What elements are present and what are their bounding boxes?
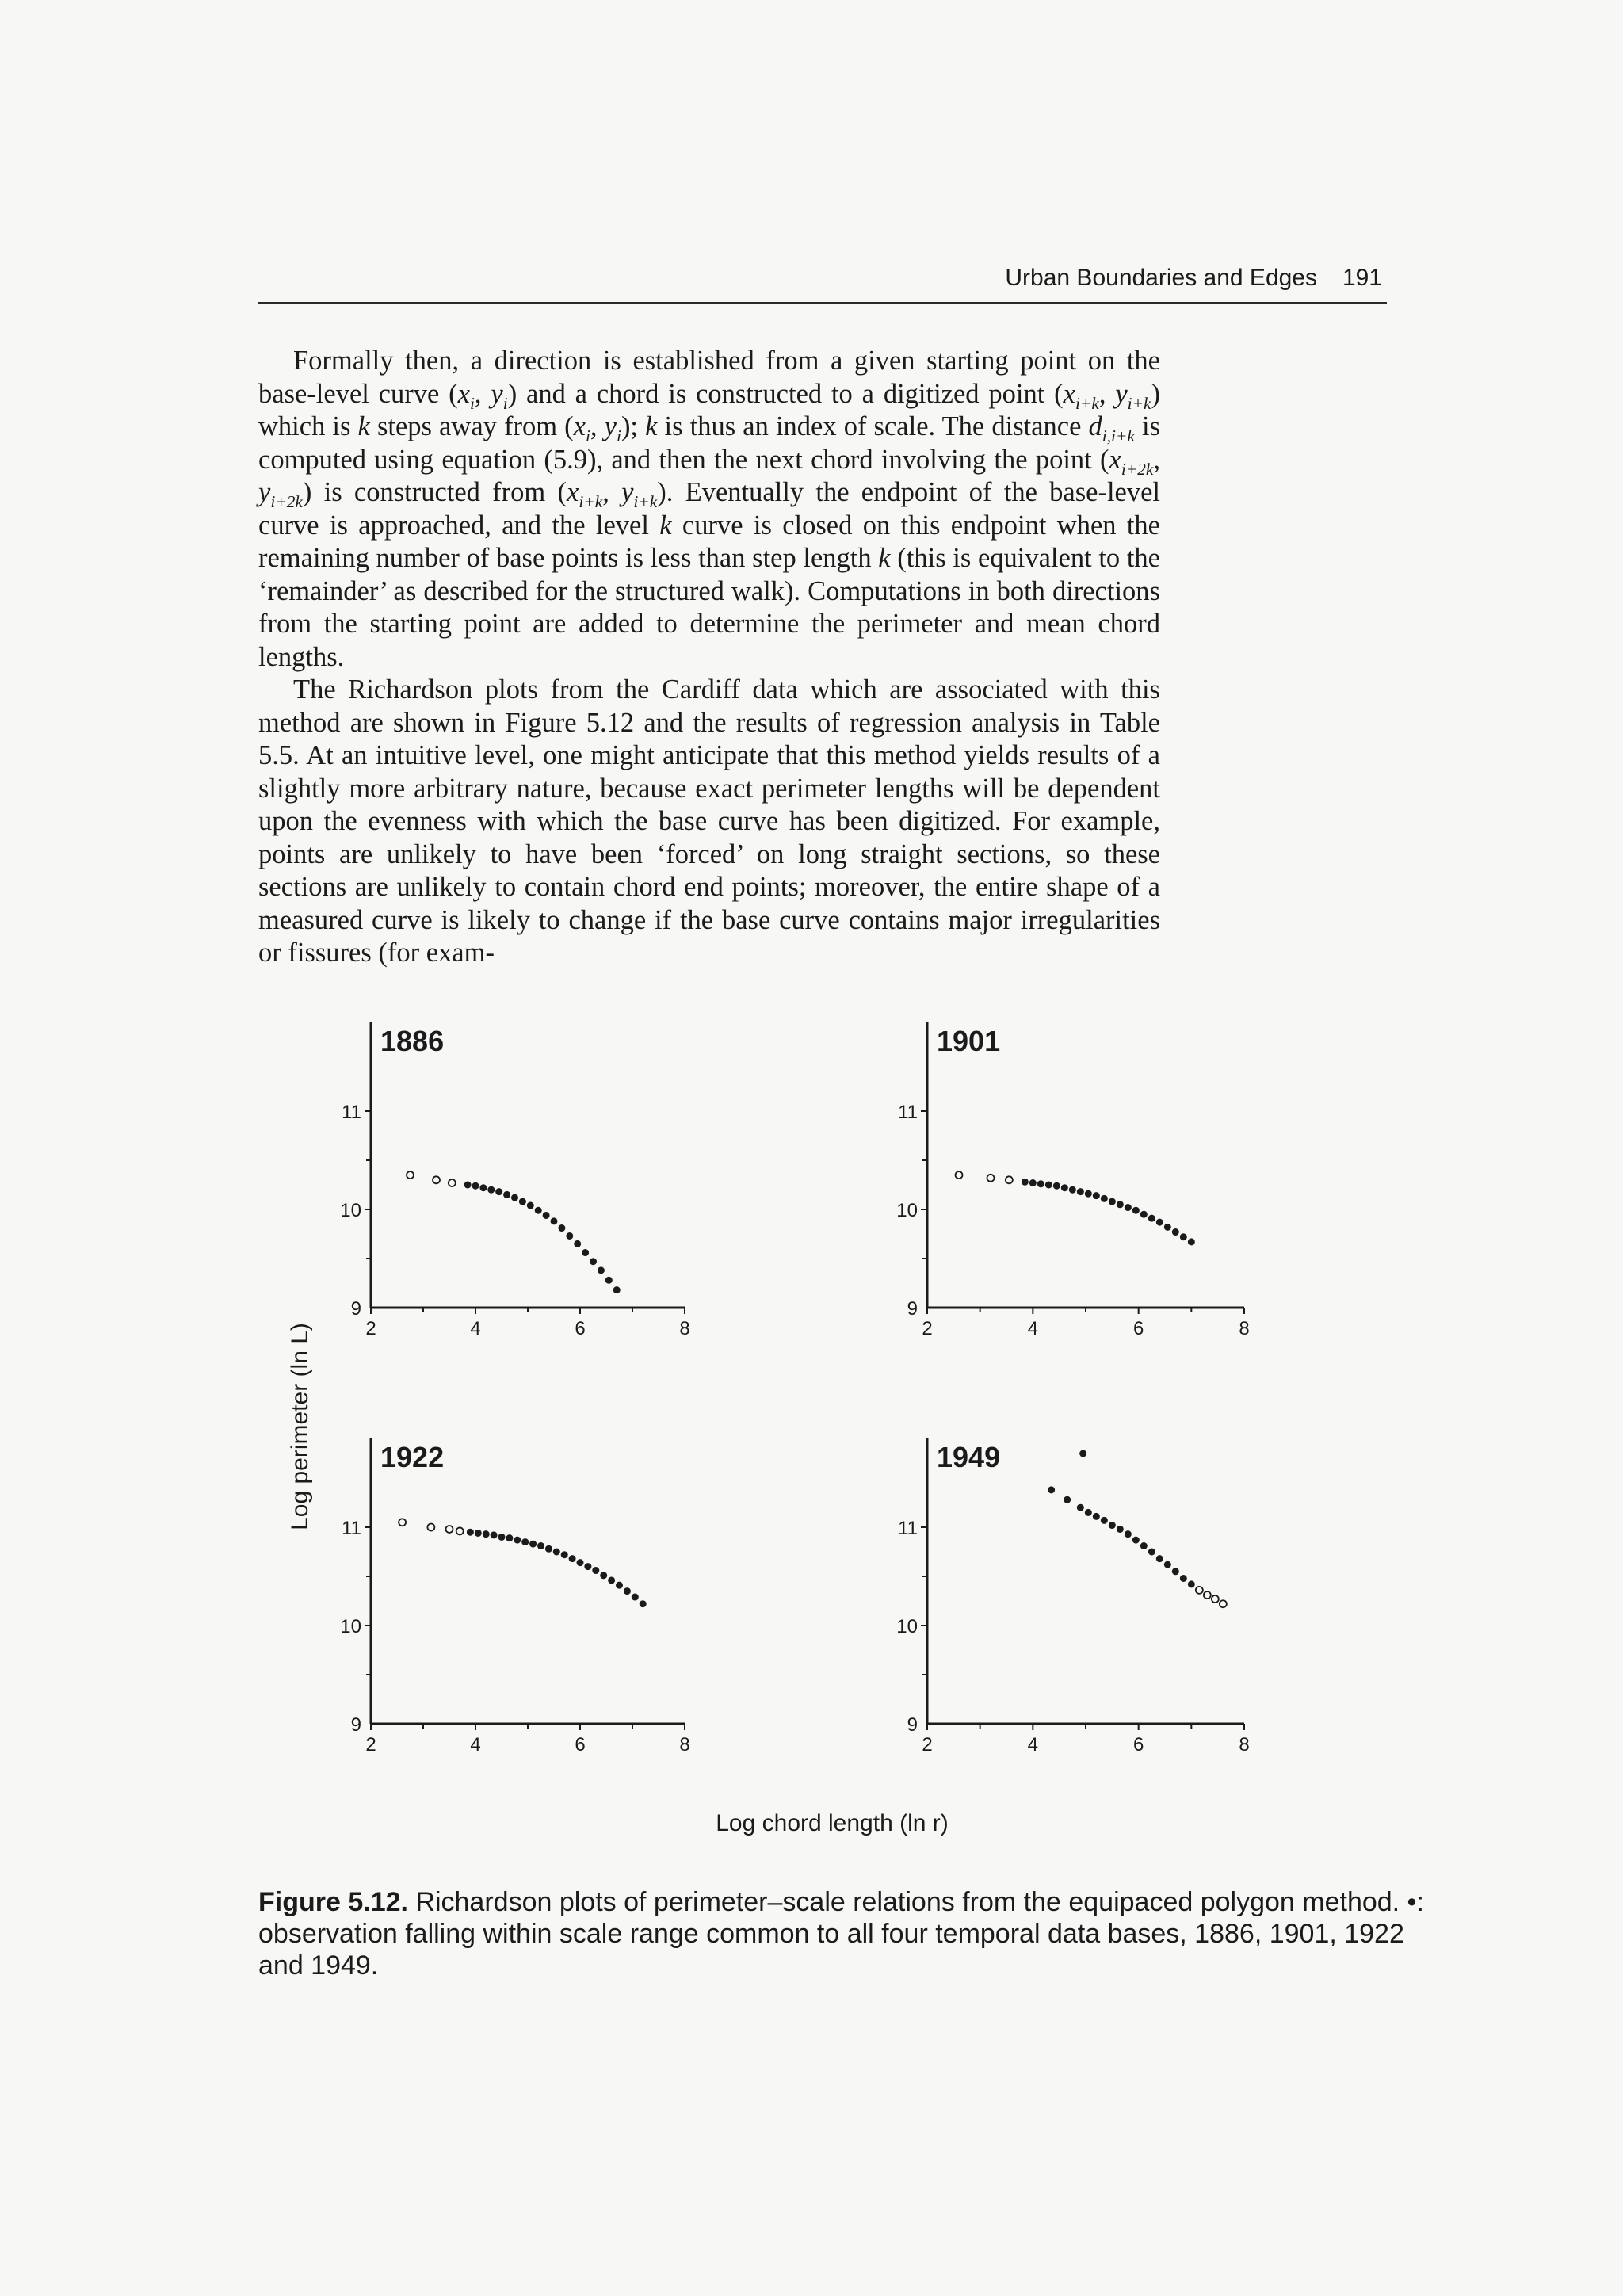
filled-data-point: [1079, 1450, 1086, 1457]
filled-data-point: [1022, 1179, 1029, 1186]
panel-title: 1901: [937, 1025, 1001, 1057]
filled-data-point: [519, 1198, 526, 1205]
filled-data-point: [582, 1249, 589, 1256]
filled-data-point: [1048, 1486, 1055, 1493]
y-tick-label: 9: [907, 1714, 918, 1736]
text-run: The Richardson plots from the Cardiff data which are associated with this method are shown in Figure 5.12 and the results of regression analysis in Table 5.5. At an intuitive level, one might anticipate that this method yields results of a slightly more arbitrary nature, because exact perimeter lengths will be dependent upon the evenness with which the base curve has been digitized. For example, points are unlikely to have been ‘forced’ on long straight sections, so these sections are unlikely to contain chord end points; moreover, the entire shape of a measured curve is likely to change if the base curve contains major irregularities or fissures (for exam-: [258, 674, 1160, 968]
subscript: i: [502, 393, 508, 413]
filled-data-point: [1140, 1542, 1148, 1549]
text-run: ) is constructed from (: [302, 477, 567, 507]
open-data-point: [956, 1171, 963, 1179]
text-run: ) and a chord is constructed to a digitized point (: [507, 378, 1064, 409]
filled-data-point: [1164, 1224, 1171, 1231]
open-data-point: [1204, 1591, 1211, 1599]
filled-data-point: [590, 1258, 597, 1265]
filled-data-point: [569, 1555, 576, 1562]
italic-symbol: x: [573, 411, 586, 441]
filled-data-point: [1132, 1207, 1140, 1214]
text-run: is computed using equation (5.9), and then the next chord involving the point (: [258, 411, 1161, 475]
filled-data-point: [624, 1587, 631, 1595]
filled-data-point: [558, 1224, 565, 1232]
open-data-point: [456, 1527, 464, 1534]
subscript: i: [585, 426, 590, 445]
filled-data-point: [498, 1534, 506, 1541]
italic-symbol: d: [1088, 411, 1102, 441]
x-axis-label: Log chord length (ln r): [716, 1810, 949, 1836]
y-tick-label: 9: [907, 1298, 918, 1320]
open-data-point: [449, 1179, 456, 1186]
filled-data-point: [1037, 1180, 1044, 1187]
running-head: [258, 260, 1387, 304]
filled-data-point: [1085, 1190, 1092, 1198]
open-data-point: [407, 1171, 414, 1179]
filled-data-point: [1109, 1198, 1116, 1205]
filled-data-point: [1061, 1184, 1068, 1191]
y-tick-label: 11: [898, 1102, 918, 1123]
open-data-point: [399, 1519, 406, 1526]
x-tick-label: 8: [679, 1734, 690, 1755]
subscript: i+k: [579, 491, 603, 511]
filled-data-point: [1077, 1504, 1084, 1511]
filled-data-point: [577, 1559, 584, 1566]
panel-title: 1949: [937, 1441, 1001, 1473]
text-run: ,: [602, 477, 622, 507]
text-run: Formally then, a direction is established from a given starting point on the base-level curve (: [258, 346, 1160, 409]
filled-data-point: [616, 1582, 623, 1589]
filled-data-point: [1064, 1496, 1071, 1503]
x-tick-label: 4: [470, 1318, 481, 1339]
x-tick-label: 8: [1239, 1734, 1250, 1755]
filled-data-point: [613, 1286, 621, 1293]
italic-symbol: y: [621, 477, 634, 507]
filled-data-point: [551, 1217, 558, 1224]
filled-data-point: [1172, 1228, 1179, 1236]
text-run: ,: [474, 378, 491, 409]
text-run: is thus an index of scale. The distance: [657, 411, 1089, 441]
filled-data-point: [1045, 1182, 1052, 1189]
y-axis-label: Log perimeter (ln L): [287, 1323, 313, 1530]
x-tick-label: 6: [1132, 1318, 1144, 1339]
figure-caption: [258, 1886, 1431, 1981]
caption-label: Figure 5.12.: [258, 1887, 408, 1917]
italic-symbol: y: [604, 411, 617, 441]
italic-symbol: k: [645, 411, 658, 441]
filled-data-point: [491, 1531, 498, 1538]
filled-data-point: [483, 1530, 490, 1538]
filled-data-point: [1148, 1549, 1155, 1556]
filled-data-point: [1125, 1204, 1132, 1211]
filled-data-point: [1077, 1188, 1084, 1195]
paragraph-2: [258, 674, 1160, 970]
figure-5-12: [269, 1014, 1395, 1870]
italic-symbol: x: [567, 477, 579, 507]
filled-data-point: [1117, 1526, 1124, 1533]
x-tick-label: 2: [922, 1318, 933, 1339]
filled-data-point: [503, 1191, 510, 1198]
filled-data-point: [1132, 1537, 1140, 1544]
open-data-point: [1196, 1587, 1203, 1594]
filled-data-point: [479, 1184, 487, 1191]
open-data-point: [427, 1524, 434, 1531]
x-tick-label: 2: [365, 1734, 376, 1755]
filled-data-point: [640, 1600, 647, 1607]
subscript: i: [469, 393, 475, 413]
filled-data-point: [506, 1534, 513, 1541]
filled-data-point: [1093, 1192, 1100, 1199]
subscript: i+k: [1075, 393, 1099, 413]
filled-data-point: [1188, 1238, 1195, 1245]
filled-data-point: [537, 1542, 544, 1549]
y-tick-label: 11: [898, 1518, 918, 1539]
paragraph-1: [258, 345, 1160, 674]
text-run: steps away from (: [369, 411, 574, 441]
filled-data-point: [1180, 1233, 1187, 1240]
body-text: [258, 345, 1160, 970]
open-data-point: [433, 1176, 440, 1183]
filled-data-point: [545, 1545, 552, 1553]
panel-title: 1886: [380, 1025, 445, 1057]
caption-text: Richardson plots of perimeter–scale relations from the equipaced polygon method. •: observation falling within scale range common to all four temporal data bases, 1886, 1901, 1922 and 1949.: [258, 1887, 1424, 1981]
text-run: ). Eventually the endpoint of the base-level curve is approached, and the level: [258, 477, 1160, 541]
subscript: i+k: [633, 491, 658, 511]
open-data-point: [987, 1175, 995, 1182]
filled-data-point: [1172, 1568, 1179, 1575]
filled-data-point: [535, 1207, 542, 1214]
italic-symbol: x: [457, 378, 470, 409]
filled-data-point: [1101, 1517, 1108, 1524]
filled-data-point: [1093, 1513, 1100, 1520]
filled-data-point: [1053, 1182, 1060, 1190]
richardson-plots: [269, 1014, 1395, 1870]
y-tick-label: 11: [342, 1518, 361, 1539]
text-run: ,: [1153, 444, 1160, 475]
page-number: 191: [1342, 265, 1382, 291]
filled-data-point: [1148, 1215, 1155, 1222]
italic-symbol: x: [1109, 444, 1121, 475]
italic-symbol: y: [491, 378, 503, 409]
filled-data-point: [592, 1567, 599, 1574]
filled-data-point: [1101, 1195, 1108, 1202]
filled-data-point: [584, 1563, 591, 1570]
open-data-point: [1212, 1595, 1219, 1603]
y-tick-label: 11: [342, 1102, 361, 1123]
open-data-point: [446, 1526, 453, 1533]
x-tick-label: 4: [1027, 1318, 1039, 1339]
x-tick-label: 6: [575, 1318, 586, 1339]
filled-data-point: [543, 1212, 550, 1219]
filled-data-point: [475, 1530, 482, 1537]
subscript: i+k: [1127, 393, 1151, 413]
filled-data-point: [1140, 1211, 1148, 1218]
filled-data-point: [1125, 1530, 1132, 1538]
running-head-title: Urban Boundaries and Edges: [1005, 265, 1317, 291]
x-tick-label: 4: [470, 1734, 481, 1755]
filled-data-point: [553, 1549, 560, 1556]
x-tick-label: 8: [1239, 1318, 1250, 1339]
filled-data-point: [1069, 1186, 1076, 1194]
italic-symbol: k: [878, 543, 891, 573]
subscript: i+2k: [270, 491, 303, 511]
x-tick-label: 2: [922, 1734, 933, 1755]
x-tick-label: 4: [1027, 1734, 1039, 1755]
filled-data-point: [1180, 1575, 1187, 1582]
filled-data-point: [1156, 1219, 1163, 1226]
y-tick-label: 10: [340, 1616, 361, 1637]
filled-data-point: [529, 1541, 537, 1548]
open-data-point: [1220, 1600, 1227, 1607]
text-run: (this is equivalent to the ‘remainder’ as described for the structured walk). Computations in both directions from the starting point are added to determine the perimeter and mean chord lengths.: [258, 543, 1160, 672]
filled-data-point: [605, 1277, 613, 1284]
filled-data-point: [561, 1551, 568, 1558]
filled-data-point: [1117, 1201, 1124, 1208]
panel-title: 1922: [380, 1441, 445, 1473]
subscript: i: [616, 426, 621, 445]
y-tick-label: 10: [896, 1200, 918, 1221]
italic-symbol: y: [1115, 378, 1128, 409]
x-tick-label: 2: [365, 1318, 376, 1339]
filled-data-point: [467, 1529, 474, 1536]
open-data-point: [1006, 1176, 1013, 1183]
filled-data-point: [1085, 1509, 1092, 1516]
y-tick-label: 9: [350, 1298, 361, 1320]
x-tick-label: 6: [1132, 1734, 1144, 1755]
filled-data-point: [527, 1202, 534, 1209]
filled-data-point: [632, 1594, 639, 1601]
filled-data-point: [487, 1186, 495, 1194]
filled-data-point: [1029, 1179, 1037, 1186]
filled-data-point: [598, 1266, 605, 1274]
filled-data-point: [608, 1576, 615, 1584]
text-run: ) which is: [258, 378, 1161, 441]
x-tick-label: 8: [679, 1318, 690, 1339]
italic-symbol: k: [659, 510, 672, 541]
italic-symbol: y: [258, 477, 271, 507]
text-run: ,: [1098, 378, 1116, 409]
subscript: i+2k: [1121, 459, 1154, 479]
filled-data-point: [1156, 1555, 1163, 1562]
text-run: );: [621, 411, 646, 441]
filled-data-point: [464, 1182, 472, 1189]
text-run: curve is closed on this endpoint when the remaining number of base points is less than step length: [258, 510, 1160, 573]
y-tick-label: 10: [340, 1200, 361, 1221]
filled-data-point: [495, 1188, 502, 1195]
italic-symbol: x: [1063, 378, 1075, 409]
x-tick-label: 6: [575, 1734, 586, 1755]
filled-data-point: [472, 1182, 479, 1190]
filled-data-point: [521, 1538, 529, 1545]
subscript: i,i+k: [1102, 426, 1135, 445]
filled-data-point: [574, 1240, 581, 1247]
filled-data-point: [1164, 1561, 1171, 1568]
text-run: ,: [590, 411, 605, 441]
filled-data-point: [1188, 1580, 1195, 1587]
y-tick-label: 10: [896, 1616, 918, 1637]
filled-data-point: [511, 1194, 518, 1201]
filled-data-point: [566, 1232, 573, 1240]
filled-data-point: [1109, 1522, 1116, 1529]
filled-data-point: [600, 1572, 607, 1579]
italic-symbol: k: [357, 411, 370, 441]
y-tick-label: 9: [350, 1714, 361, 1736]
filled-data-point: [514, 1537, 521, 1544]
